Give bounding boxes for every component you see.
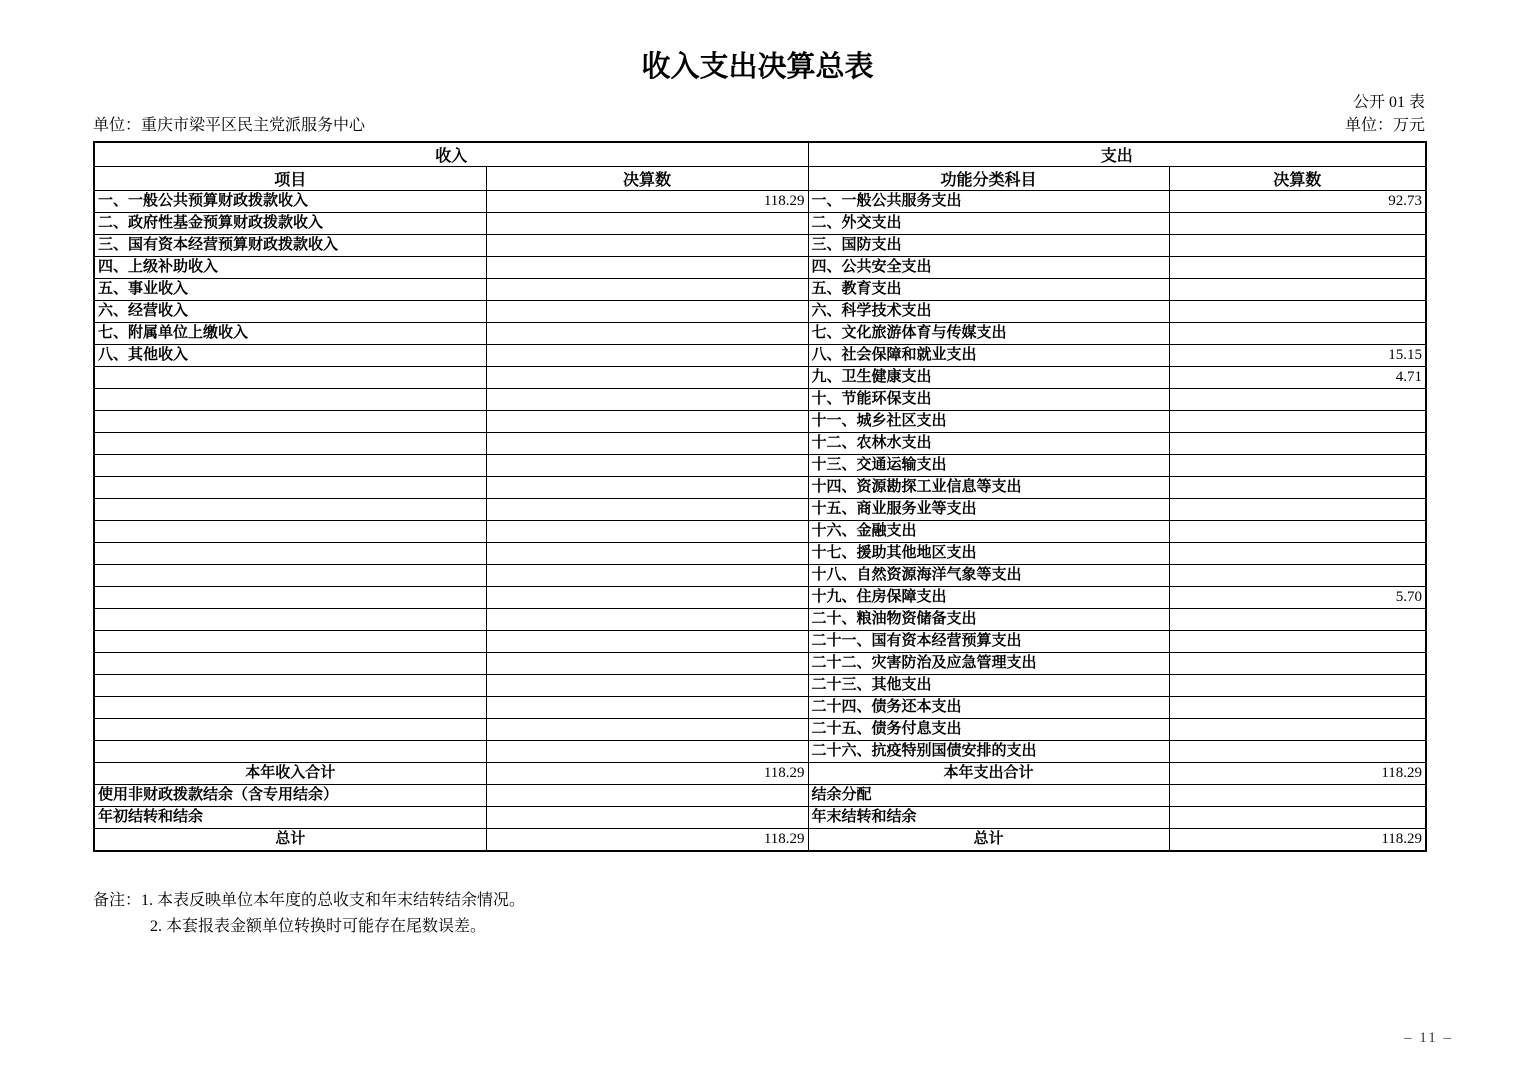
table-row (94, 675, 1426, 697)
expense-amount-cell (1169, 257, 1426, 279)
income-amount-cell (486, 477, 808, 499)
expense-item-cell: 三、国防支出 (808, 235, 1169, 257)
income-item-cell: 八、其他收入 (94, 345, 486, 367)
income-item-cell: 本年收入合计 (94, 763, 486, 785)
income-amount-cell (486, 345, 808, 367)
expense-amount-cell: 118.29 (1169, 829, 1426, 851)
expense-item-cell: 二十三、其他支出 (808, 675, 1169, 697)
income-amount-cell (486, 279, 808, 301)
table-row (94, 543, 1426, 565)
income-amount-cell (486, 433, 808, 455)
expense-item-cell: 二、外交支出 (808, 213, 1169, 235)
expense-amount-cell (1169, 279, 1426, 301)
expense-item-cell: 十八、自然资源海洋气象等支出 (808, 565, 1169, 587)
expense-amount-cell (1169, 499, 1426, 521)
expense-item-column-header: 功能分类科目 (808, 167, 1169, 191)
expense-amount-cell: 92.73 (1169, 191, 1426, 213)
income-item-cell (94, 741, 486, 763)
expense-item-cell: 年末结转和结余 (808, 807, 1169, 829)
budget-table (93, 141, 1427, 852)
table-row (94, 279, 1426, 301)
table-row (94, 697, 1426, 719)
table-row (94, 191, 1426, 213)
income-amount-cell (486, 675, 808, 697)
expense-amount-cell: 15.15 (1169, 345, 1426, 367)
income-amount-cell (486, 807, 808, 829)
table-head (94, 142, 1426, 191)
income-item-cell: 二、政府性基金预算财政拨款收入 (94, 213, 486, 235)
income-item-cell: 年初结转和结余 (94, 807, 486, 829)
income-amount-cell: 118.29 (486, 829, 808, 851)
expense-amount-cell (1169, 477, 1426, 499)
table-row (94, 411, 1426, 433)
income-amount-cell (486, 653, 808, 675)
income-amount-cell (486, 609, 808, 631)
expense-item-cell: 十、节能环保支出 (808, 389, 1169, 411)
expense-item-cell: 二十五、债务付息支出 (808, 719, 1169, 741)
income-item-cell (94, 389, 486, 411)
income-amount-cell (486, 697, 808, 719)
income-item-cell (94, 565, 486, 587)
table-row (94, 235, 1426, 257)
income-amount-cell (486, 323, 808, 345)
income-item-cell (94, 433, 486, 455)
expense-item-cell: 四、公共安全支出 (808, 257, 1169, 279)
expense-item-cell: 一、一般公共服务支出 (808, 191, 1169, 213)
income-amount-cell (486, 631, 808, 653)
income-item-cell: 三、国有资本经营预算财政拨款收入 (94, 235, 486, 257)
expense-item-cell: 结余分配 (808, 785, 1169, 807)
income-amount-cell (486, 367, 808, 389)
income-item-cell (94, 631, 486, 653)
expense-amount-cell (1169, 411, 1426, 433)
income-amount-cell (486, 213, 808, 235)
page-number: – 11 – (1404, 1030, 1453, 1046)
expense-section-header: 支出 (808, 142, 1426, 167)
expense-amount-cell (1169, 741, 1426, 763)
table-row (94, 367, 1426, 389)
income-item-cell (94, 455, 486, 477)
section-header-row (94, 142, 1426, 167)
table-footer (94, 763, 1426, 851)
income-amount-cell (486, 389, 808, 411)
expense-item-cell: 十二、农林水支出 (808, 433, 1169, 455)
org-unit-label: 单位：重庆市梁平区民主党派服务中心 (93, 116, 366, 134)
expense-amount-cell: 5.70 (1169, 587, 1426, 609)
income-item-cell (94, 697, 486, 719)
expense-item-cell: 十一、城乡社区支出 (808, 411, 1169, 433)
income-item-cell (94, 587, 486, 609)
income-amount-cell (486, 301, 808, 323)
table-row (94, 389, 1426, 411)
table-row (94, 301, 1426, 323)
table-row (94, 763, 1426, 785)
income-item-cell: 五、事业收入 (94, 279, 486, 301)
income-item-cell (94, 543, 486, 565)
expense-amount-cell (1169, 807, 1426, 829)
expense-item-cell: 十五、商业服务业等支出 (808, 499, 1169, 521)
table-row (94, 829, 1426, 851)
income-section-header: 收入 (94, 142, 808, 167)
table-row (94, 323, 1426, 345)
expense-item-cell: 六、科学技术支出 (808, 301, 1169, 323)
income-amount-cell (486, 741, 808, 763)
expense-amount-cell: 4.71 (1169, 367, 1426, 389)
income-amount-cell (486, 543, 808, 565)
income-amount-cell (486, 455, 808, 477)
expense-item-cell: 二十一、国有资本经营预算支出 (808, 631, 1169, 653)
table-row (94, 477, 1426, 499)
table-row (94, 631, 1426, 653)
income-item-cell (94, 521, 486, 543)
expense-amount-cell (1169, 785, 1426, 807)
expense-amount-cell (1169, 565, 1426, 587)
expense-amount-cell (1169, 543, 1426, 565)
table-code: 公开 01 表 (1352, 93, 1425, 111)
expense-amount-cell (1169, 719, 1426, 741)
income-amount-cell (486, 235, 808, 257)
expense-item-cell: 九、卫生健康支出 (808, 367, 1169, 389)
expense-item-cell: 二十、粮油物资储备支出 (808, 609, 1169, 631)
currency-unit-label: 单位：万元 (1344, 116, 1425, 134)
income-item-cell (94, 411, 486, 433)
expense-amount-cell (1169, 389, 1426, 411)
table-body (94, 191, 1426, 763)
table-row (94, 345, 1426, 367)
income-item-cell (94, 675, 486, 697)
table-row (94, 565, 1426, 587)
income-item-cell: 使用非财政拨款结余（含专用结余） (94, 785, 486, 807)
income-item-cell: 七、附属单位上缴收入 (94, 323, 486, 345)
income-item-cell (94, 477, 486, 499)
expense-item-cell: 二十六、抗疫特别国债安排的支出 (808, 741, 1169, 763)
expense-amount-cell (1169, 213, 1426, 235)
expense-amount-cell (1169, 235, 1426, 257)
note-line-2: 2. 本套报表金额单位转换时可能存在尾数误差。 (150, 918, 487, 936)
expense-amount-cell (1169, 675, 1426, 697)
expense-item-cell: 二十四、债务还本支出 (808, 697, 1169, 719)
income-item-cell (94, 719, 486, 741)
expense-item-cell: 五、教育支出 (808, 279, 1169, 301)
expense-amount-cell (1169, 697, 1426, 719)
expense-item-cell: 八、社会保障和就业支出 (808, 345, 1169, 367)
income-item-cell (94, 609, 486, 631)
income-amount-cell (486, 411, 808, 433)
income-amount-column-header: 决算数 (486, 167, 808, 191)
income-amount-cell (486, 565, 808, 587)
table-row (94, 785, 1426, 807)
expense-amount-cell (1169, 323, 1426, 345)
expense-item-cell: 十七、援助其他地区支出 (808, 543, 1169, 565)
expense-item-cell: 总计 (808, 829, 1169, 851)
expense-item-cell: 本年支出合计 (808, 763, 1169, 785)
income-item-cell: 总计 (94, 829, 486, 851)
expense-amount-cell (1169, 455, 1426, 477)
expense-amount-column-header: 决算数 (1169, 167, 1426, 191)
table-row (94, 719, 1426, 741)
notes-block (93, 888, 1515, 941)
table-row (94, 807, 1426, 829)
income-amount-cell (486, 257, 808, 279)
income-item-cell (94, 653, 486, 675)
income-amount-cell (486, 785, 808, 807)
expense-item-cell: 七、文化旅游体育与传媒支出 (808, 323, 1169, 345)
income-amount-cell (486, 719, 808, 741)
expense-amount-cell (1169, 433, 1426, 455)
expense-item-cell: 十四、资源勘探工业信息等支出 (808, 477, 1169, 499)
units-row (93, 116, 1425, 135)
expense-item-cell: 十六、金融支出 (808, 521, 1169, 543)
table-row (94, 433, 1426, 455)
expense-item-cell: 二十二、灾害防治及应急管理支出 (808, 653, 1169, 675)
income-amount-cell (486, 587, 808, 609)
table-row (94, 499, 1426, 521)
income-item-cell (94, 499, 486, 521)
expense-amount-cell (1169, 521, 1426, 543)
table-row (94, 653, 1426, 675)
expense-amount-cell (1169, 609, 1426, 631)
table-row (94, 257, 1426, 279)
page-title: 收入支出决算总表 (641, 51, 874, 83)
expense-amount-cell (1169, 653, 1426, 675)
expense-item-cell: 十九、住房保障支出 (808, 587, 1169, 609)
income-amount-cell: 118.29 (486, 763, 808, 785)
table-row (94, 741, 1426, 763)
income-item-cell: 六、经营收入 (94, 301, 486, 323)
column-header-row (94, 167, 1426, 191)
income-amount-cell: 118.29 (486, 191, 808, 213)
expense-amount-cell (1169, 301, 1426, 323)
expense-item-cell: 十三、交通运输支出 (808, 455, 1169, 477)
expense-amount-cell: 118.29 (1169, 763, 1426, 785)
income-item-cell: 四、上级补助收入 (94, 257, 486, 279)
note-line-1: 备注：1. 本表反映单位本年度的总收支和年末结转结余情况。 (93, 891, 526, 909)
table-row (94, 609, 1426, 631)
table-row (94, 213, 1426, 235)
income-amount-cell (486, 499, 808, 521)
table-row (94, 587, 1426, 609)
income-item-cell (94, 367, 486, 389)
income-item-cell: 一、一般公共预算财政拨款收入 (94, 191, 486, 213)
table-row (94, 521, 1426, 543)
income-amount-cell (486, 521, 808, 543)
table-row (94, 455, 1426, 477)
expense-amount-cell (1169, 631, 1426, 653)
income-item-column-header: 项目 (94, 167, 486, 191)
